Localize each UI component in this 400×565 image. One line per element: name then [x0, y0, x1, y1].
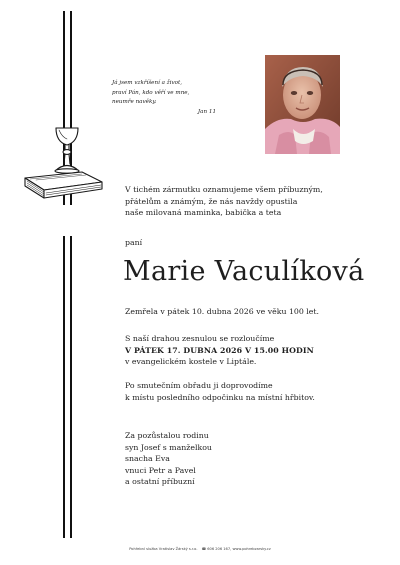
- footer-company: Pohřební služba Vratislav Žárský s.r.o.: [129, 547, 198, 551]
- mourner-line-1: Za pozůstalou rodinu: [125, 431, 209, 440]
- chalice-on-book-icon: [22, 126, 104, 202]
- funeral-service-footer: Pohřební služba Vratislav Žárský s.r.o. ☎ 606 206 167, www.pohrebzarsky.cz: [129, 547, 271, 551]
- farewell-line-3: v evangelickém kostele v Liptále.: [125, 357, 257, 366]
- intro-line-2: přátelům a známým, že nás navždy opustila: [125, 196, 298, 206]
- footer-web-link[interactable]: www.pohrebzarsky.cz: [232, 547, 271, 551]
- quote-line-1: Já jsem vzkříšení a život,: [112, 80, 183, 86]
- farewell-info: [125, 333, 314, 368]
- mourner-line-3: snacha Eva: [125, 454, 170, 463]
- mourner-line-5: a ostatní příbuzní: [125, 477, 195, 486]
- procession-line-2: k místu posledního odpočinku na místní hřbitov.: [125, 392, 315, 402]
- mourners-list: [125, 430, 212, 488]
- quote-line-2: praví Pán, kdo věří ve mne,: [112, 89, 190, 96]
- intro-line-3: naše milovaná maminka, babička a teta: [125, 208, 282, 217]
- death-notice: Zemřela v pátek 10. dubna 2026 ve věku 100 let.: [125, 307, 320, 316]
- mourner-line-4: vnuci Petr a Pavel: [125, 465, 196, 475]
- procession-line-1: Po smutečním obřadu ji doprovodíme: [125, 381, 273, 390]
- farewell-datetime: V PÁTEK 17. DUBNA 2026 V 15.00 HODIN: [125, 345, 314, 355]
- intro-line-1: V tichém zármutku oznamujeme všem příbuzným,: [125, 185, 323, 194]
- deceased-name: Marie Vaculíková: [123, 256, 365, 287]
- footer-phone: 606 206 167: [207, 547, 231, 551]
- farewell-line-1: S naší drahou zesnulou se rozloučíme: [125, 334, 275, 343]
- quote-source: Jan 11: [197, 108, 216, 115]
- bible-quote: [112, 79, 262, 117]
- title-prefix: paní: [125, 238, 143, 247]
- procession-info: [125, 380, 315, 403]
- quote-line-3: neumře navěky.: [112, 99, 157, 106]
- portrait-photo: [265, 55, 340, 154]
- border-rule-bottom-left-a: [63, 236, 65, 538]
- border-rule-bottom-left-b: [70, 236, 72, 538]
- mourner-line-2: syn Josef s manželkou: [125, 442, 212, 452]
- announcement-intro: [125, 184, 323, 219]
- phone-icon: ☎: [201, 547, 207, 551]
